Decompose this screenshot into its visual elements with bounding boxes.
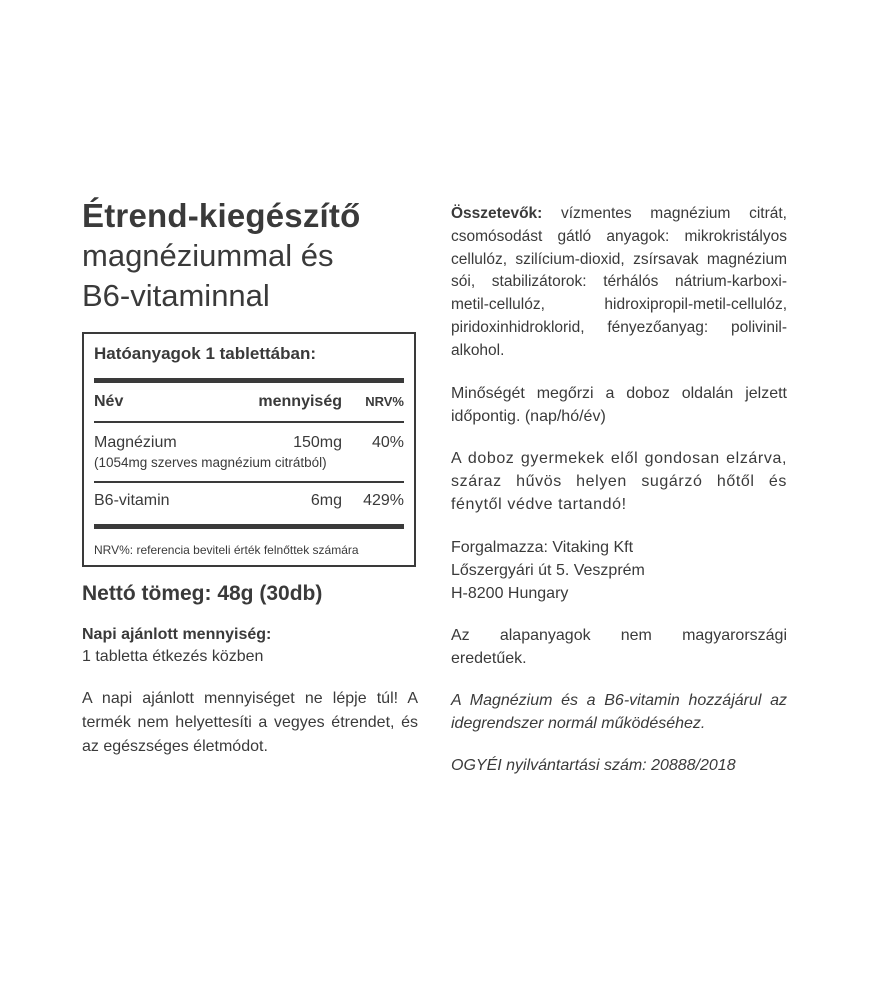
storage-text: A doboz gyermekek elől gondosan elzárva, száraz hűvös helyen sugárzó hőtől és fénytől védve tartandó! bbox=[451, 449, 787, 513]
row-nrv: 429% bbox=[363, 492, 404, 509]
table-row bbox=[94, 423, 404, 481]
net-weight: Nettó tömeg: 48g (30db) bbox=[82, 582, 323, 605]
row-nrv: 40% bbox=[371, 434, 404, 451]
row-name: B6-vitamin bbox=[94, 492, 170, 509]
right-column bbox=[451, 203, 787, 777]
distributor-country: H-8200 Hungary bbox=[451, 584, 569, 602]
daily-dose-title: Napi ajánlott mennyiség: bbox=[82, 626, 272, 643]
registration-number: OGYÉI nyilvántartási szám: 20888/2018 bbox=[451, 756, 736, 774]
distributor-name: Forgalmazza: Vitaking Kft bbox=[451, 538, 634, 556]
ingredients-label: Összetevők: bbox=[451, 205, 543, 222]
product-title: Étrend-kiegészítő bbox=[82, 197, 361, 234]
column-header-nrv: NRV% bbox=[365, 394, 404, 409]
product-subtitle-line-1: magnéziummal és bbox=[82, 238, 334, 273]
distributor-block bbox=[451, 536, 787, 605]
column-header-amount: mennyiség bbox=[258, 393, 342, 410]
daily-dose-text: 1 tabletta étkezés közben bbox=[82, 648, 264, 665]
column-header-name: Név bbox=[94, 393, 124, 410]
left-column bbox=[82, 196, 418, 759]
health-claim-text: A Magnézium és a B6-vitamin hozzájárul az idegrendszer normál működéséhez. bbox=[451, 691, 787, 732]
dosage-warning: A napi ajánlott mennyiséget ne lépje túl! A termék nem helyettesíti a vegyes étrendet, és az egészséges életmódot. bbox=[82, 690, 418, 755]
row-amount: 150mg bbox=[293, 434, 342, 451]
row-amount: 6mg bbox=[310, 492, 342, 509]
nrv-footnote: NRV%: referencia beviteli érték felnőttek számára bbox=[94, 543, 359, 557]
product-subtitle-line-2: B6-vitaminnal bbox=[82, 278, 270, 313]
row-name: Magnézium bbox=[94, 434, 177, 451]
distributor-address: Lőszergyári út 5. Veszprém bbox=[451, 561, 645, 579]
nutrition-column-headers bbox=[94, 383, 404, 421]
row-note: (1054mg szerves magnézium citrátból) bbox=[94, 455, 327, 470]
nutrition-heading: Hatóanyagok 1 tablettában: bbox=[94, 344, 316, 363]
nutrition-table bbox=[82, 332, 416, 567]
origin-text: Az alapanyagok nem magyarországi eredetűek. bbox=[451, 626, 787, 667]
best-before-text: Minőségét megőrzi a doboz oldalán jelzett időpontig. (nap/hó/év) bbox=[451, 384, 787, 425]
ingredients-text: vízmentes magnézium citrát, csomósodást gátló anyagok: mikrokristályos cellulóz, szilícium-dioxid, zsírsavak magnézium sói, stabilizátorok: térhálós nátrium-karboxi-metil-cellulóz, hidroxipropil-metil-cellulóz, piridoxinhidroklorid, fényezőanyag: polivinil-alkohol. bbox=[451, 205, 787, 359]
ingredients-paragraph bbox=[451, 203, 787, 363]
table-row bbox=[94, 483, 404, 524]
